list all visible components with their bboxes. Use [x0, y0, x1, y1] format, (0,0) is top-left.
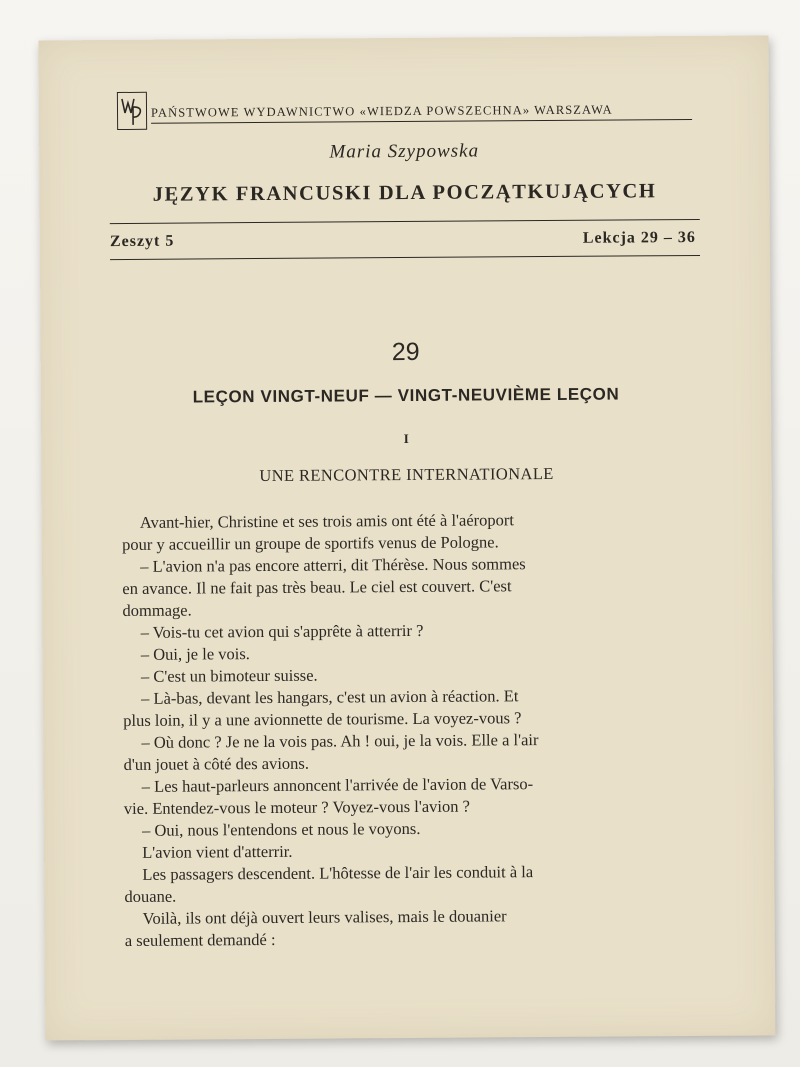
text-line: pour y accueillir un groupe de sportifs venus de Pologne.: [121, 532, 499, 554]
text-line: – Oui, je le vois.: [140, 644, 250, 664]
text-line: dommage.: [122, 600, 192, 620]
text-line: – Où donc ? Je ne la vois pas. Ah ! oui, je la vois. Elle a l'air: [141, 730, 539, 752]
text-line: en avance. Il ne fait pas très beau. Le ciel est couvert. C'est: [122, 576, 512, 598]
volume-divider: [110, 255, 700, 260]
volume-label: Zeszyt 5: [109, 232, 175, 251]
lesson-text: [122, 508, 685, 952]
text-line: – Les haut-parleurs annoncent l'arrivée de l'avion de Varso-: [141, 774, 534, 796]
text-line: Voilà, ils ont déjà ouvert leurs valises, mais le douanier: [142, 906, 507, 928]
text-line: plus loin, il y a une avionnette de tourisme. La voyez-vous ?: [123, 708, 522, 730]
text-line: – Oui, nous l'entendons et nous le voyons.: [141, 818, 421, 840]
text-line: – Vois-tu cet avion qui s'apprête à atterrir ?: [140, 620, 424, 642]
text-line: a seulement demandé :: [124, 929, 276, 950]
lessons-range: Lekcja 29 – 36: [582, 228, 696, 247]
book-cover-page: [39, 35, 776, 1040]
book-title: JĘZYK FRANCUSKI DLA POCZĄTKUJĄCYCH: [152, 180, 657, 206]
text-line: Avant-hier, Christine et ses trois amis ont été à l'aéroport: [139, 510, 515, 532]
text-line: douane.: [124, 886, 177, 906]
publisher-name: PAŃSTWOWE WYDAWNICTWO «WIEDZA POWSZECHNA» WARSZAWA: [150, 102, 613, 120]
lesson-number: 29: [391, 337, 420, 367]
text-line: Les passagers descendent. L'hôtesse de l'air les conduit à la: [142, 862, 534, 884]
text-line: vie. Entendez-vous le moteur ? Voyez-vous l'avion ?: [123, 796, 470, 818]
text-line: – L'avion n'a pas encore atterri, dit Thérèse. Nous sommes: [140, 554, 526, 576]
publisher-header: [117, 88, 692, 134]
section-title: UNE RENCONTRE INTERNATIONALE: [259, 463, 554, 486]
text-line: – Là-bas, devant les hangars, c'est un avion à réaction. Et: [141, 686, 519, 708]
title-divider: [110, 219, 700, 224]
text-line: – C'est un bimoteur suisse.: [140, 665, 318, 686]
lesson-title: LEÇON VINGT-NEUF — VINGT-NEUVIÈME LEÇON: [192, 384, 620, 407]
part-numeral: I: [403, 430, 409, 447]
text-line: d'un jouet à côté des avions.: [123, 753, 309, 774]
author-name: Maria Szypowska: [329, 140, 480, 163]
text-line: L'avion vient d'atterrir.: [142, 841, 293, 862]
publisher-logo: [117, 92, 147, 130]
